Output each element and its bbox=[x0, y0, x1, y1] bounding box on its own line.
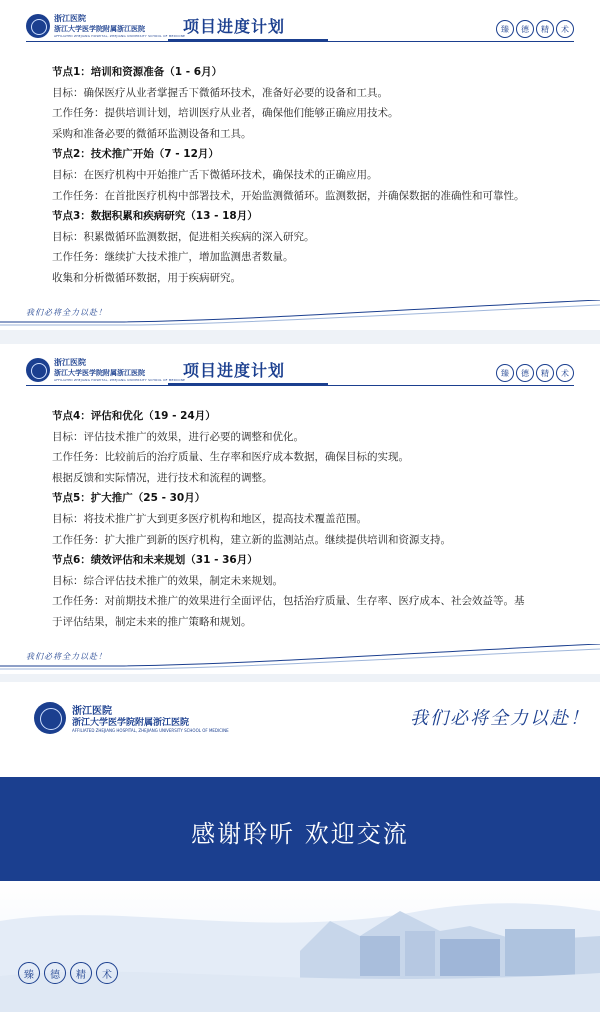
stamp-de: 德 bbox=[516, 364, 534, 382]
footer-slogan: 我们必将全力以赴！ bbox=[26, 308, 107, 317]
logo-line-3: AFFILIATED ZHEJIANG HOSPITAL, ZHEJIANG UNIVERSITY SCHOOL OF MEDICINE bbox=[54, 34, 186, 38]
milestone-line: 目标：积累微循环监测数据，促进相关疾病的深入研究。 bbox=[52, 230, 315, 243]
logo-line-1: 浙江医院 bbox=[72, 706, 112, 717]
milestone-line: 目标：评估技术推广的效果，进行必要的调整和优化。 bbox=[52, 430, 304, 443]
milestone-heading: 节点2：技术推广开始（7 - 12月） bbox=[52, 148, 219, 161]
slide-gap bbox=[0, 330, 600, 344]
hospital-logo-large bbox=[34, 702, 254, 738]
slide-header bbox=[0, 344, 600, 396]
milestone-list-2 bbox=[52, 406, 572, 633]
page-title: 项目进度计划 bbox=[183, 17, 286, 36]
stamp-jing: 精 bbox=[70, 962, 92, 984]
hospital-seal-icon bbox=[26, 358, 50, 382]
stamp-shu: 术 bbox=[96, 962, 118, 984]
motto-stamps bbox=[18, 962, 118, 984]
milestone-line: 目标：综合评估技术推广的效果，制定未来规划。 bbox=[52, 574, 283, 587]
milestone-list-1 bbox=[52, 62, 572, 289]
stamp-zhen: 臻 bbox=[18, 962, 40, 984]
milestone-line: 目标：在医疗机构中开始推广舌下微循环技术，确保技术的正确应用。 bbox=[52, 168, 378, 181]
closing-slogan: 我们必将全力以赴！ bbox=[410, 708, 590, 729]
logo-line-3: AFFILIATED ZHEJIANG HOSPITAL, ZHEJIANG UNIVERSITY SCHOOL OF MEDICINE bbox=[72, 728, 229, 733]
logo-line-2: 浙江大学医学院附属浙江医院 bbox=[72, 718, 190, 728]
motto-stamps bbox=[496, 20, 574, 38]
milestone-heading: 节点1：培训和资源准备（1 - 6月） bbox=[52, 66, 223, 78]
milestone-line: 工作任务：提供培训计划，培训医疗从业者，确保他们能够正确应用技术。 bbox=[52, 107, 399, 120]
milestone-line: 工作任务：比较前后的治疗质量、生存率和医疗成本数据，确保目标的实现。 bbox=[52, 451, 409, 464]
title-underline bbox=[168, 383, 328, 386]
milestone-line: 根据反馈和实际情况，进行技术和流程的调整。 bbox=[52, 471, 273, 484]
motto-stamps bbox=[496, 364, 574, 382]
slide-1 bbox=[0, 0, 600, 330]
stamp-zhen: 臻 bbox=[496, 364, 514, 382]
stamp-shu: 术 bbox=[556, 364, 574, 382]
slide-3-closing bbox=[0, 682, 600, 1012]
footer-slogan: 我们必将全力以赴！ bbox=[26, 652, 107, 661]
milestone-heading: 节点4：评估和优化（19 - 24月） bbox=[52, 410, 216, 422]
milestone-line: 工作任务：继续扩大技术推广，增加监测患者数量。 bbox=[52, 251, 294, 264]
hospital-logo bbox=[26, 357, 186, 385]
page-title: 项目进度计划 bbox=[183, 361, 286, 380]
stamp-de: 德 bbox=[44, 962, 66, 984]
milestone-line: 目标：将技术推广扩大到更多医疗机构和地区，提高技术覆盖范围。 bbox=[52, 512, 367, 525]
thanks-text: 感谢聆听 欢迎交流 bbox=[191, 820, 409, 848]
stamp-jing: 精 bbox=[536, 20, 554, 38]
logo-line-1: 浙江医院 bbox=[54, 357, 86, 367]
milestone-line: 工作任务：扩大推广到新的医疗机构，建立新的监测站点。继续提供培训和资源支持。 bbox=[52, 533, 451, 546]
milestone-line: 采购和准备必要的微循环监测设备和工具。 bbox=[52, 127, 252, 140]
milestone-line: 工作任务：对前期技术推广的效果进行全面评估，包括治疗质量、生存率、医疗成本、社会效益等。基 bbox=[52, 595, 525, 608]
logo-line-1: 浙江医院 bbox=[54, 13, 86, 23]
stamp-shu: 术 bbox=[556, 20, 574, 38]
stamp-de: 德 bbox=[516, 20, 534, 38]
slide-gap bbox=[0, 674, 600, 682]
hospital-seal-icon bbox=[34, 702, 66, 734]
hospital-logo bbox=[26, 13, 186, 41]
slide-2 bbox=[0, 344, 600, 674]
stamp-zhen: 臻 bbox=[496, 20, 514, 38]
title-underline bbox=[168, 39, 328, 42]
milestone-line: 工作任务：在首批医疗机构中部署技术，开始监测微循环。监测数据，并确保数据的准确性和可靠性。 bbox=[52, 189, 525, 202]
milestone-heading: 节点5：扩大推广（25 - 30月） bbox=[52, 492, 206, 505]
slide-header bbox=[0, 0, 600, 52]
milestone-line: 收集和分析微循环数据，用于疾病研究。 bbox=[52, 271, 241, 284]
stamp-jing: 精 bbox=[536, 364, 554, 382]
campus-illustration bbox=[0, 881, 600, 1012]
logo-line-2: 浙江大学医学院附属浙江医院 bbox=[54, 368, 145, 377]
milestone-heading: 节点6：绩效评估和未来规划（31 - 36月） bbox=[52, 554, 258, 567]
milestone-line: 于评估结果，制定未来的推广策略和规划。 bbox=[52, 615, 252, 628]
logo-line-3: AFFILIATED ZHEJIANG HOSPITAL, ZHEJIANG UNIVERSITY SCHOOL OF MEDICINE bbox=[54, 378, 186, 382]
milestone-heading: 节点3：数据积累和疾病研究（13 - 18月） bbox=[52, 210, 258, 223]
milestone-line: 目标：确保医疗从业者掌握舌下微循环技术，准备好必要的设备和工具。 bbox=[52, 86, 388, 99]
hospital-seal-icon bbox=[26, 14, 50, 38]
campus-skyline-icon bbox=[0, 881, 600, 1012]
logo-line-2: 浙江大学医学院附属浙江医院 bbox=[54, 24, 145, 33]
